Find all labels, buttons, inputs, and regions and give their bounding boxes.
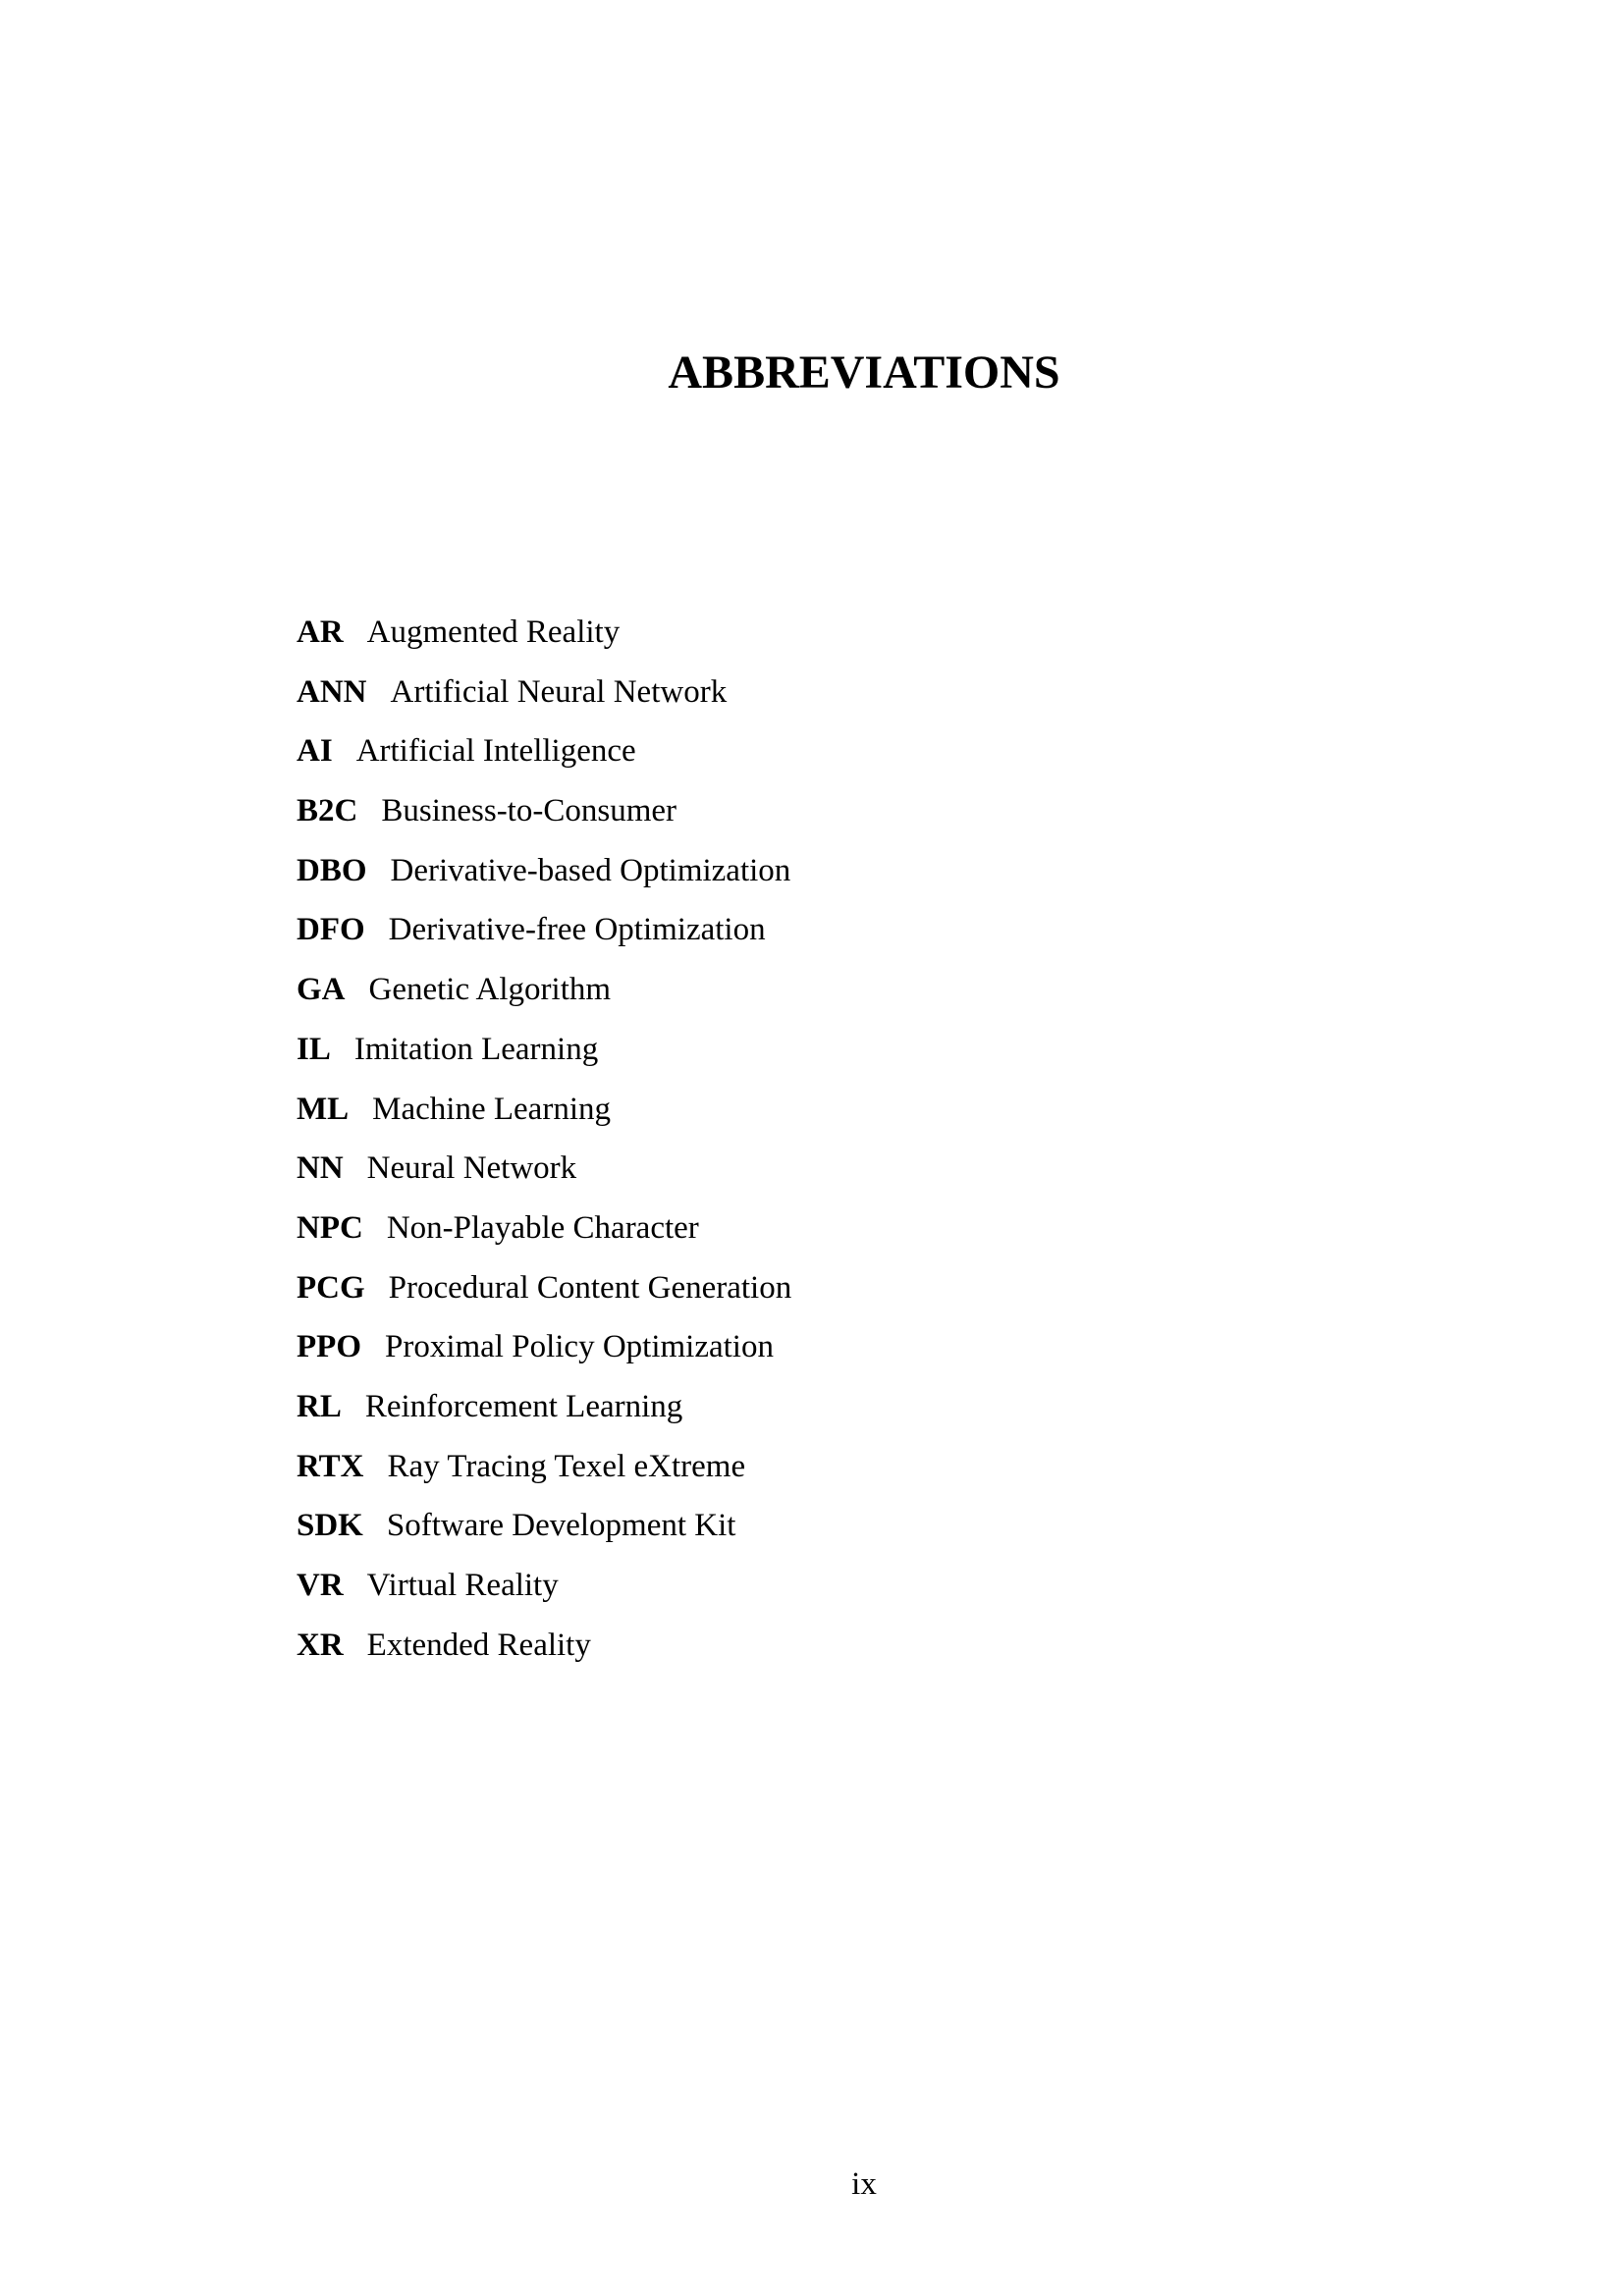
list-item xyxy=(297,1085,791,1145)
abbreviation-list xyxy=(297,608,791,1680)
abbreviation-term: PCG xyxy=(297,1269,365,1306)
list-item xyxy=(297,1025,791,1085)
abbreviation-definition: Business-to-Consumer xyxy=(381,793,677,829)
abbreviation-term: DFO xyxy=(297,912,365,948)
list-item xyxy=(297,846,791,906)
abbreviation-definition: Genetic Algorithm xyxy=(368,972,612,1008)
list-item xyxy=(297,1561,791,1621)
page-number: ix xyxy=(851,2166,877,2202)
page-title: ABBREVIATIONS xyxy=(668,347,1060,399)
list-item xyxy=(297,1322,791,1382)
list-item xyxy=(297,726,791,786)
abbreviation-definition: Software Development Kit xyxy=(386,1508,736,1544)
list-item xyxy=(297,1382,791,1442)
list-item xyxy=(297,1203,791,1263)
abbreviation-definition: Extended Reality xyxy=(366,1627,591,1663)
abbreviation-definition: Artificial Intelligence xyxy=(355,733,636,770)
abbreviation-definition: Imitation Learning xyxy=(353,1031,599,1067)
abbreviation-definition: Ray Tracing Texel eXtreme xyxy=(387,1448,746,1484)
abbreviation-definition: Machine Learning xyxy=(372,1091,611,1127)
abbreviation-term: DBO xyxy=(297,852,367,888)
abbreviation-term: ML xyxy=(297,1091,350,1127)
abbreviation-term: PPO xyxy=(297,1329,361,1365)
abbreviation-definition: Derivative-free Optimization xyxy=(388,912,766,948)
abbreviation-definition: Reinforcement Learning xyxy=(364,1388,683,1424)
abbreviation-term: NN xyxy=(297,1150,344,1187)
list-item xyxy=(297,1144,791,1203)
abbreviation-definition: Proximal Policy Optimization xyxy=(384,1329,774,1365)
abbreviation-term: NPC xyxy=(297,1209,363,1246)
list-item xyxy=(297,667,791,727)
abbreviation-term: RTX xyxy=(297,1448,364,1484)
abbreviation-definition: Non-Playable Character xyxy=(386,1209,699,1246)
abbreviation-term: ANN xyxy=(297,673,367,710)
abbreviation-term: AR xyxy=(297,614,344,650)
abbreviation-term: SDK xyxy=(297,1508,363,1544)
abbreviation-term: IL xyxy=(297,1031,331,1067)
list-item xyxy=(297,1501,791,1561)
list-item xyxy=(297,1621,791,1681)
list-item xyxy=(297,1263,791,1323)
abbreviation-term: B2C xyxy=(297,793,358,829)
abbreviation-definition: Virtual Reality xyxy=(366,1568,559,1603)
list-item xyxy=(297,608,791,667)
abbreviation-term: XR xyxy=(297,1627,344,1663)
list-item xyxy=(297,905,791,965)
abbreviation-term: AI xyxy=(297,733,333,770)
abbreviation-definition: Derivative-based Optimization xyxy=(390,852,791,888)
abbreviation-definition: Procedural Content Generation xyxy=(388,1269,792,1306)
abbreviation-term: VR xyxy=(297,1568,344,1603)
abbreviation-definition: Artificial Neural Network xyxy=(390,673,728,710)
abbreviation-definition: Neural Network xyxy=(366,1150,577,1187)
list-item xyxy=(297,786,791,846)
list-item xyxy=(297,965,791,1025)
abbreviation-term: RL xyxy=(297,1388,342,1424)
abbreviation-definition: Augmented Reality xyxy=(366,614,621,650)
list-item xyxy=(297,1442,791,1502)
abbreviation-term: GA xyxy=(297,972,346,1008)
